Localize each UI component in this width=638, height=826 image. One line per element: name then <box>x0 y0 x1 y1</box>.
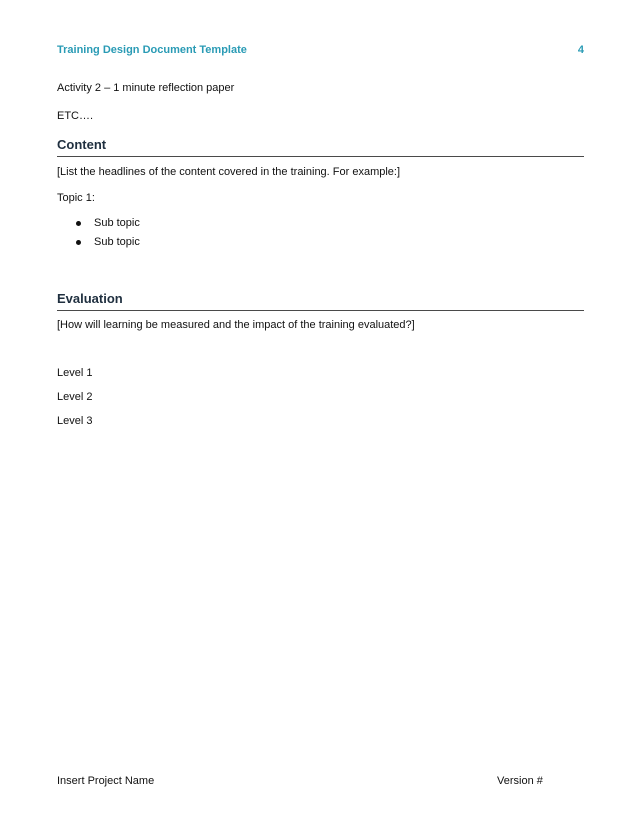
page-number: 4 <box>577 44 584 56</box>
evaluation-instruction: [How will learning be measured and the impact of the training evaluated?] <box>57 319 415 331</box>
list-item <box>74 233 140 252</box>
bullet-icon <box>76 221 81 226</box>
page-header <box>57 44 584 60</box>
document-title: Training Design Document Template <box>57 44 247 56</box>
level-2-line: Level 2 <box>57 391 93 403</box>
evaluation-heading-rule <box>57 310 584 311</box>
etc-line: ETC…. <box>57 110 94 122</box>
content-heading: Content <box>57 137 107 152</box>
footer-version: Version # <box>497 775 543 787</box>
evaluation-heading: Evaluation <box>57 291 123 306</box>
subtopic-list <box>74 214 140 252</box>
activity-line: Activity 2 – 1 minute reflection paper <box>57 82 235 94</box>
level-1-line: Level 1 <box>57 367 93 379</box>
level-3-line: Level 3 <box>57 415 93 427</box>
content-instruction: [List the headlines of the content covered in the training. For example:] <box>57 166 401 178</box>
footer-project-name: Insert Project Name <box>57 775 155 787</box>
topic-label: Topic 1: <box>57 192 95 204</box>
subtopic-label: Sub topic <box>94 217 140 229</box>
content-heading-rule <box>57 156 584 157</box>
list-item <box>74 214 140 233</box>
subtopic-label: Sub topic <box>94 236 140 248</box>
bullet-icon <box>76 240 81 245</box>
